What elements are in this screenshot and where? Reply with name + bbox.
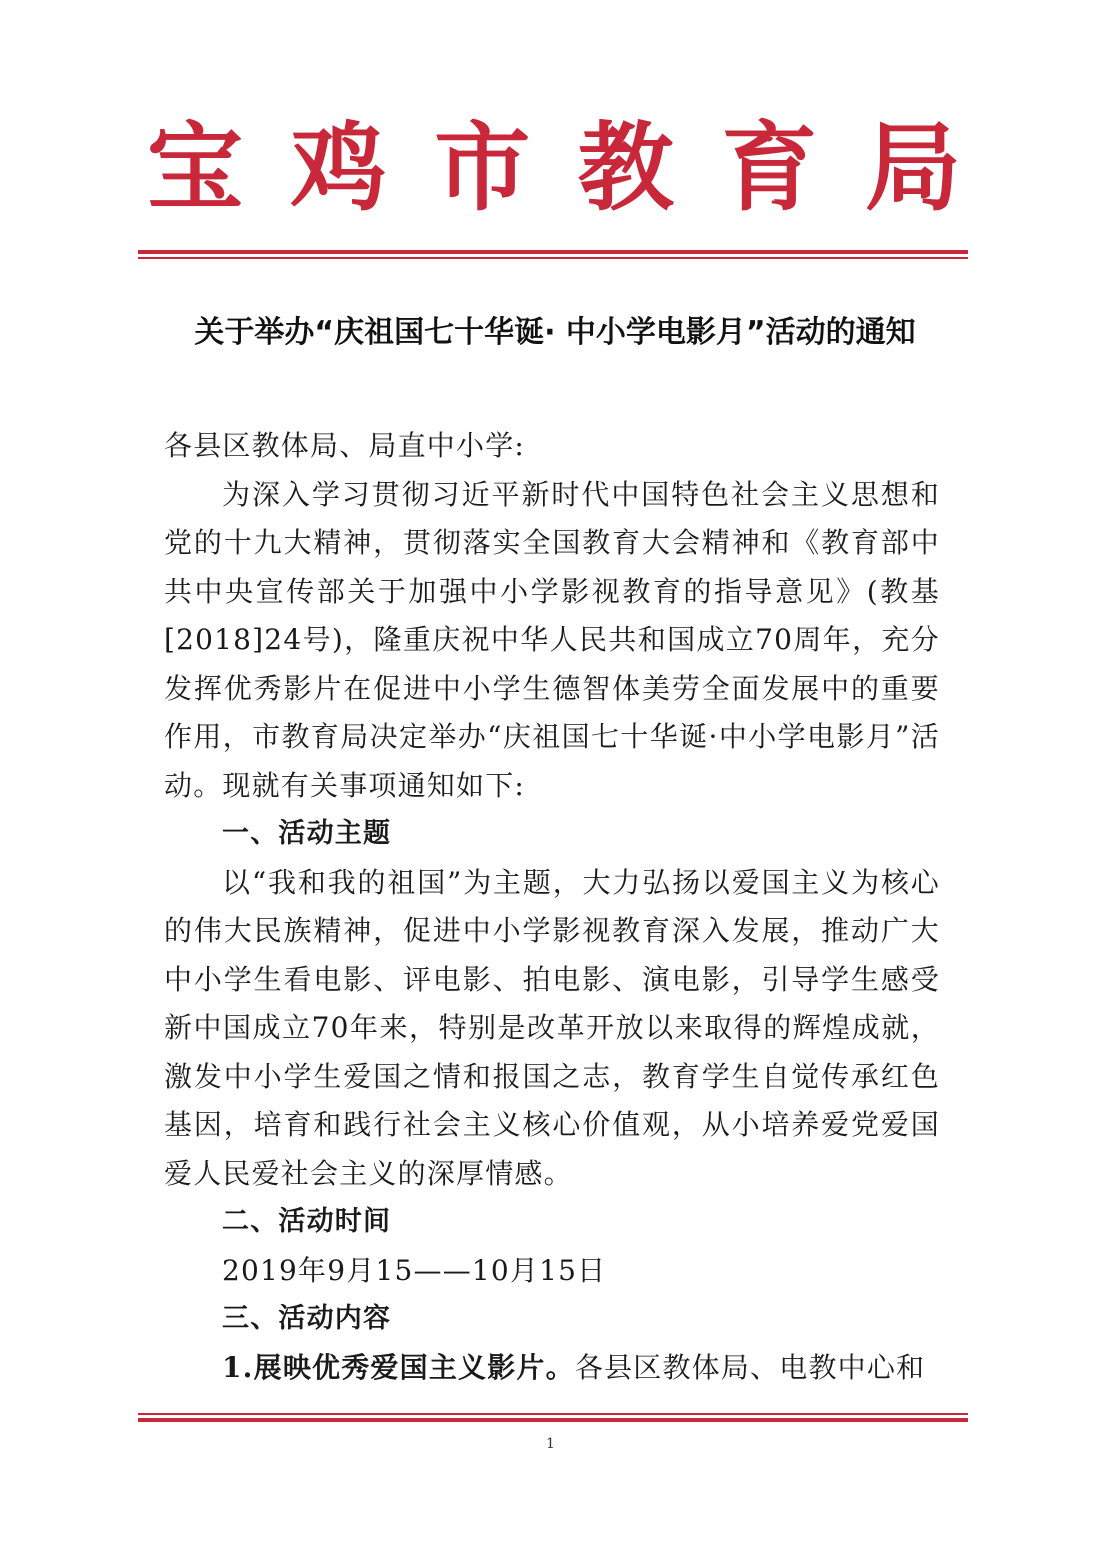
section-theme-text: 以“我和我的祖国”为主题，大力弘扬以爱国主义为核心的伟大民族精神，促进中小学影视教育深入发展，推动广大中小学生看电影、评电影、拍电影、演电影，引导学生感受新中国成立70年来，特别是改革开放以来取得的辉煌成就，激发中小学生爱国之情和报国之志，教育学生自觉传承红色基因，培育和践行社会主义核心价值观，从小培养爱党爱国爱人民爱社会主义的深厚情感。	[164, 865, 940, 1190]
header-char: 教	[577, 111, 674, 224]
header-divider-thin	[138, 257, 968, 259]
section-heading-time: 二、活动时间	[222, 1206, 392, 1237]
page-number: 1	[546, 1436, 555, 1452]
header-char: 育	[721, 111, 818, 224]
section-time-text: 2019年9月15——10月15日	[222, 1253, 607, 1287]
intro-paragraph: 为深入学习贯彻习近平新时代中国特色社会主义思想和党的十九大精神，贯彻落实全国教育大会精神和《教育部中共中央宣传部关于加强中小学影视教育的指导意见》(教基[2018]24号)，隆重庆祝中华人民共和国成立70周年，充分发挥优秀影片在促进中小学生德智体美劳全面发展中的重要作用，市教育局决定举办“庆祖国七十华诞·中小学电影月”活动。现就有关事项通知如下:	[164, 477, 940, 802]
section-heading-theme: 一、活动主题	[222, 818, 392, 849]
footer-divider-thick	[138, 1418, 968, 1422]
footer-divider-thin	[138, 1413, 968, 1415]
salutation: 各县区教体局、局直中小学:	[164, 429, 526, 462]
document-title: 关于举办“庆祖国七十华诞· 中小学电影月”活动的通知	[194, 315, 916, 350]
header-char: 鸡	[290, 111, 387, 224]
header-char: 局	[864, 111, 961, 224]
header-char: 宝	[147, 111, 243, 224]
header-char: 市	[434, 111, 531, 224]
content-item-1-text: 各县区教体局、电教中心和	[574, 1350, 926, 1384]
document-body	[164, 422, 940, 1392]
issuing-organization-header	[140, 108, 968, 228]
section-content-item-1	[164, 1344, 940, 1393]
section-heading-content: 三、活动内容	[222, 1303, 392, 1334]
header-divider-thick	[138, 250, 968, 254]
content-item-1-lead: 1.展映优秀爱国主义影片。	[222, 1350, 575, 1384]
